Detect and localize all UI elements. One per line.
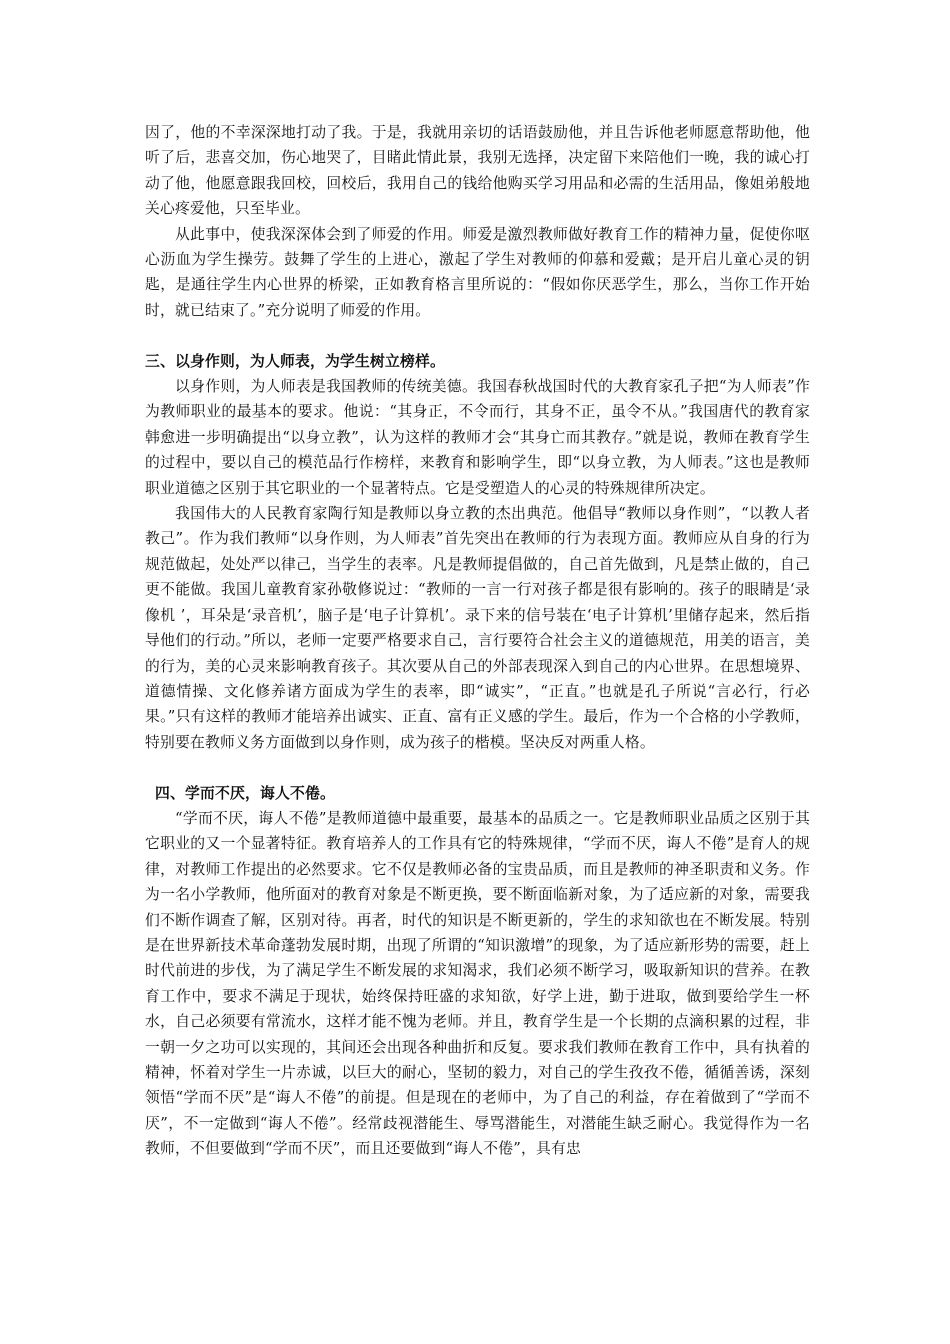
section-3-paragraph-2: 我国伟大的人民教育家陶行知是教师以身立教的杰出典范。他倡导“教师以身作则”，“以教人者教己”。作为我们教师“以身作则，为人师表”首先突出在教师的行为表现方面。教师应从自身的行为规范做起，处处严以律己，当学生的表率。凡是教师提倡做的，自己首先做到，凡是禁止做的，自己更不能做。我国儿童教育家孙敬修说过：“教师的一言一行对孩子都是很有影响的。孩子的眼睛是‘录像机 ’，耳朵是‘录音机’，脑子是‘电子计算机’。录下来的信号装在‘电子计算机’里储存起来，然后指导他们的行动。”所以，老师一定要严格要求自己，言行要符合社会主义的道德规范，用美的语言，美的行为，美的心灵来影响教育孩子。其次要从自己的外部表现深入到自己的内心世界。在思想境界、道德情操、文化修养诸方面成为学生的表率，即“诚实”，“正直。”也就是孔子所说“言必行，行必果。”只有这样的教师才能培养出诚实、正直、富有正义感的学生。最后，作为一个合格的小学教师，特别要在教师义务方面做到以身作则，成为孩子的楷模。坚决反对两重人格。 — [145, 505, 810, 751]
section-4-heading: 四、学而不厌，诲人不倦。 — [155, 784, 335, 802]
section-spacer — [145, 323, 810, 348]
intro-paragraph-1: 因了，他的不幸深深地打动了我。于是，我就用亲切的话语鼓励他，并且告诉他老师愿意帮助他，他听了后，悲喜交加，伤心地哭了，目睹此情此景，我别无选择，决定留下来陪他们一晚，我的诚心打动了他，他愿意跟我回校，回校后，我用自己的钱给他购买学习用品和必需的生活用品，像姐弟般地关心疼爱他，只至毕业。 — [145, 124, 810, 218]
section-spacer — [145, 755, 810, 780]
section-4-paragraph-1: “学而不厌，诲人不倦”是教师道德中最重要，最基本的品质之一。它是教师职业品质之区别于其它职业的又一个显著特征。教育培养人的工作具有它的特殊规律，“学而不厌，诲人不倦”是育人的规律，对教师工作提出的必然要求。它不仅是教师必备的宝贵品质，而且是教师的神圣职责和义务。作为一名小学教师，他所面对的教育对象是不断更换，要不断面临新对象，为了适应新的对象，需要我们不断作调查了解，区别对待。再者，时代的知识是不断更新的，学生的求知欲也在不断发展。特别是在世界新技术革命蓬勃发展时期，出现了所谓的“知识激增”的现象，为了适应新形势的需要，赶上时代前进的步伐，为了满足学生不断发展的求知渴求，我们必须不断学习，吸取新知识的营养。在教育工作中，要求不满足于现状，始终保持旺盛的求知欲，好学上进，勤于进取，做到要给学生一杯水，自己必须要有常流水，这样才能不愧为老师。并且，教育学生是一个长期的点滴积累的过程，非一朝一夕之功可以实现的，其间还会出现各种曲折和反复。要求我们教师在教育工作中，具有执着的精神，怀着对学生一片赤诚，以巨大的耐心，坚韧的毅力，对自己的学生孜孜不倦，循循善诱，深刻领悟“学而不厌”是“诲人不倦”的前提。但是现在的老师中，为了自己的利益，存在着做到了“学而不厌”，不一定做到“诲人不倦”。经常歧视潜能生、辱骂潜能生，对潜能生缺乏耐心。我觉得作为一名教师，不但要做到“学而不厌”，而且还要做到“诲人不倦”，具有忠 — [145, 809, 810, 1158]
document-body — [145, 120, 810, 1162]
intro-paragraph-2: 从此事中，使我深深体会到了师爱的作用。师爱是激烈教师做好教育工作的精神力量，促使你呕心沥血为学生操劳。鼓舞了学生的上进心，激起了学生对教师的仰慕和爱戴；是开启儿童心灵的钥匙，是通往学生内心世界的桥梁，正如教育格言里所说的：“假如你厌恶学生，那么，当你工作开始时，就已结束了。”充分说明了师爱的作用。 — [145, 225, 810, 319]
section-3-paragraph-1: 以身作则，为人师表是我国教师的传统美德。我国春秋战国时代的大教育家孔子把“为人师表”作为教师职业的最基本的要求。他说：“其身正，不令而行，其身不正，虽令不从。”我国唐代的教育家韩愈进一步明确提出“以身立教”，认为这样的教师才会“其身亡而其教存。”就是说，教师在教育学生的过程中，要以自己的模范品行作榜样，来教育和影响学生，即“以身立教，为人师表。”这也是教师职业道德之区别于其它职业的一个显著特点。它是受塑造人的心灵的特殊规律所决定。 — [145, 378, 810, 497]
section-3-heading: 三、以身作则，为人师表，为学生树立榜样。 — [145, 352, 445, 370]
